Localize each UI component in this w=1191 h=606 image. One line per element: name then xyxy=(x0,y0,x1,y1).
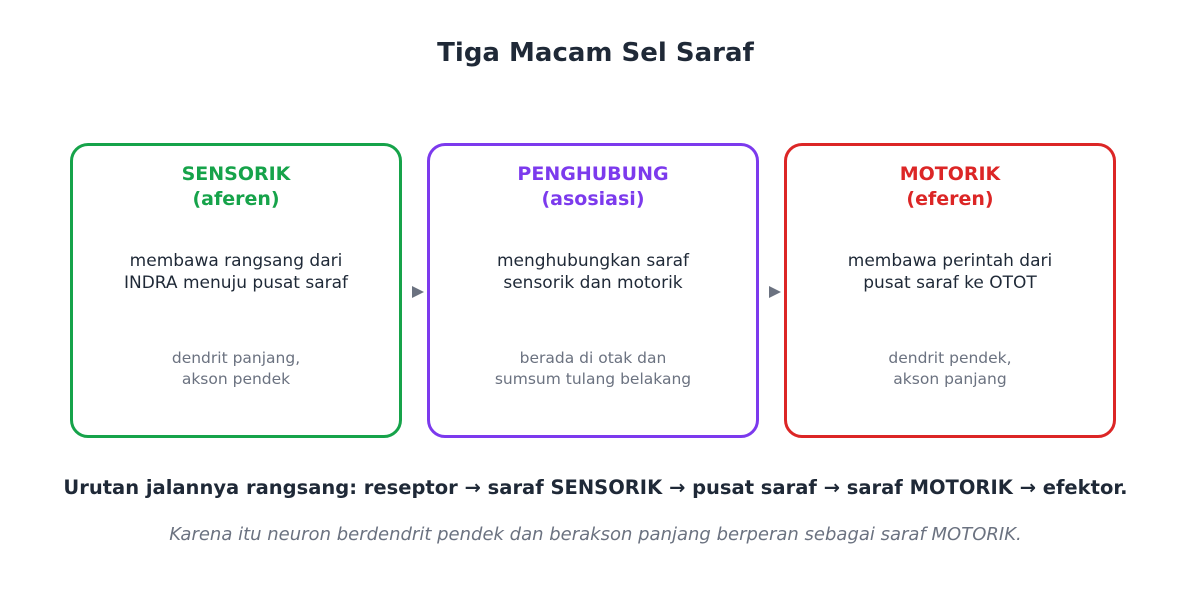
description-line: INDRA menuju pusat saraf xyxy=(123,273,349,293)
description-line: membawa rangsang dari xyxy=(129,251,343,271)
card-penghubung xyxy=(427,143,759,438)
note-line: berada di otak dan xyxy=(519,349,667,367)
card-alias: (asosiasi) xyxy=(541,188,645,210)
note-line: akson panjang xyxy=(893,370,1007,388)
card-note xyxy=(73,348,399,390)
note-line: dendrit panjang, xyxy=(171,349,301,367)
card-note xyxy=(787,348,1113,390)
note-line: dendrit pendek, xyxy=(888,349,1012,367)
card-description xyxy=(430,250,756,294)
card-description xyxy=(73,250,399,294)
description-line: pusat saraf ke OTOT xyxy=(863,273,1037,293)
description-line: sensorik dan motorik xyxy=(503,273,683,293)
card-alias: (eferen) xyxy=(906,188,994,210)
description-line: membawa perintah dari xyxy=(847,251,1053,271)
card-name: SENSORIK xyxy=(181,163,291,185)
conclusion-text: Karena itu neuron berdendrit pendek dan berakson panjang berperan sebagai saraf MOTORIK. xyxy=(169,524,1022,545)
card-note xyxy=(430,348,756,390)
card-description xyxy=(787,250,1113,294)
stimulus-sequence: Urutan jalannya rangsang: reseptor → saraf SENSORIK → pusat saraf → saraf MOTORIK → efektor. xyxy=(63,476,1128,499)
arrow-right-icon xyxy=(767,284,783,300)
card-name: PENGHUBUNG xyxy=(517,163,669,185)
card-name: MOTORIK xyxy=(899,163,1001,185)
note-line: sumsum tulang belakang xyxy=(494,370,692,388)
arrow-right-icon xyxy=(410,284,426,300)
note-line: akson pendek xyxy=(181,370,291,388)
card-motorik xyxy=(784,143,1116,438)
card-alias: (aferen) xyxy=(192,188,280,210)
description-line: menghubungkan saraf xyxy=(496,251,690,271)
card-sensorik xyxy=(70,143,402,438)
diagram-title: Tiga Macam Sel Saraf xyxy=(437,38,754,68)
